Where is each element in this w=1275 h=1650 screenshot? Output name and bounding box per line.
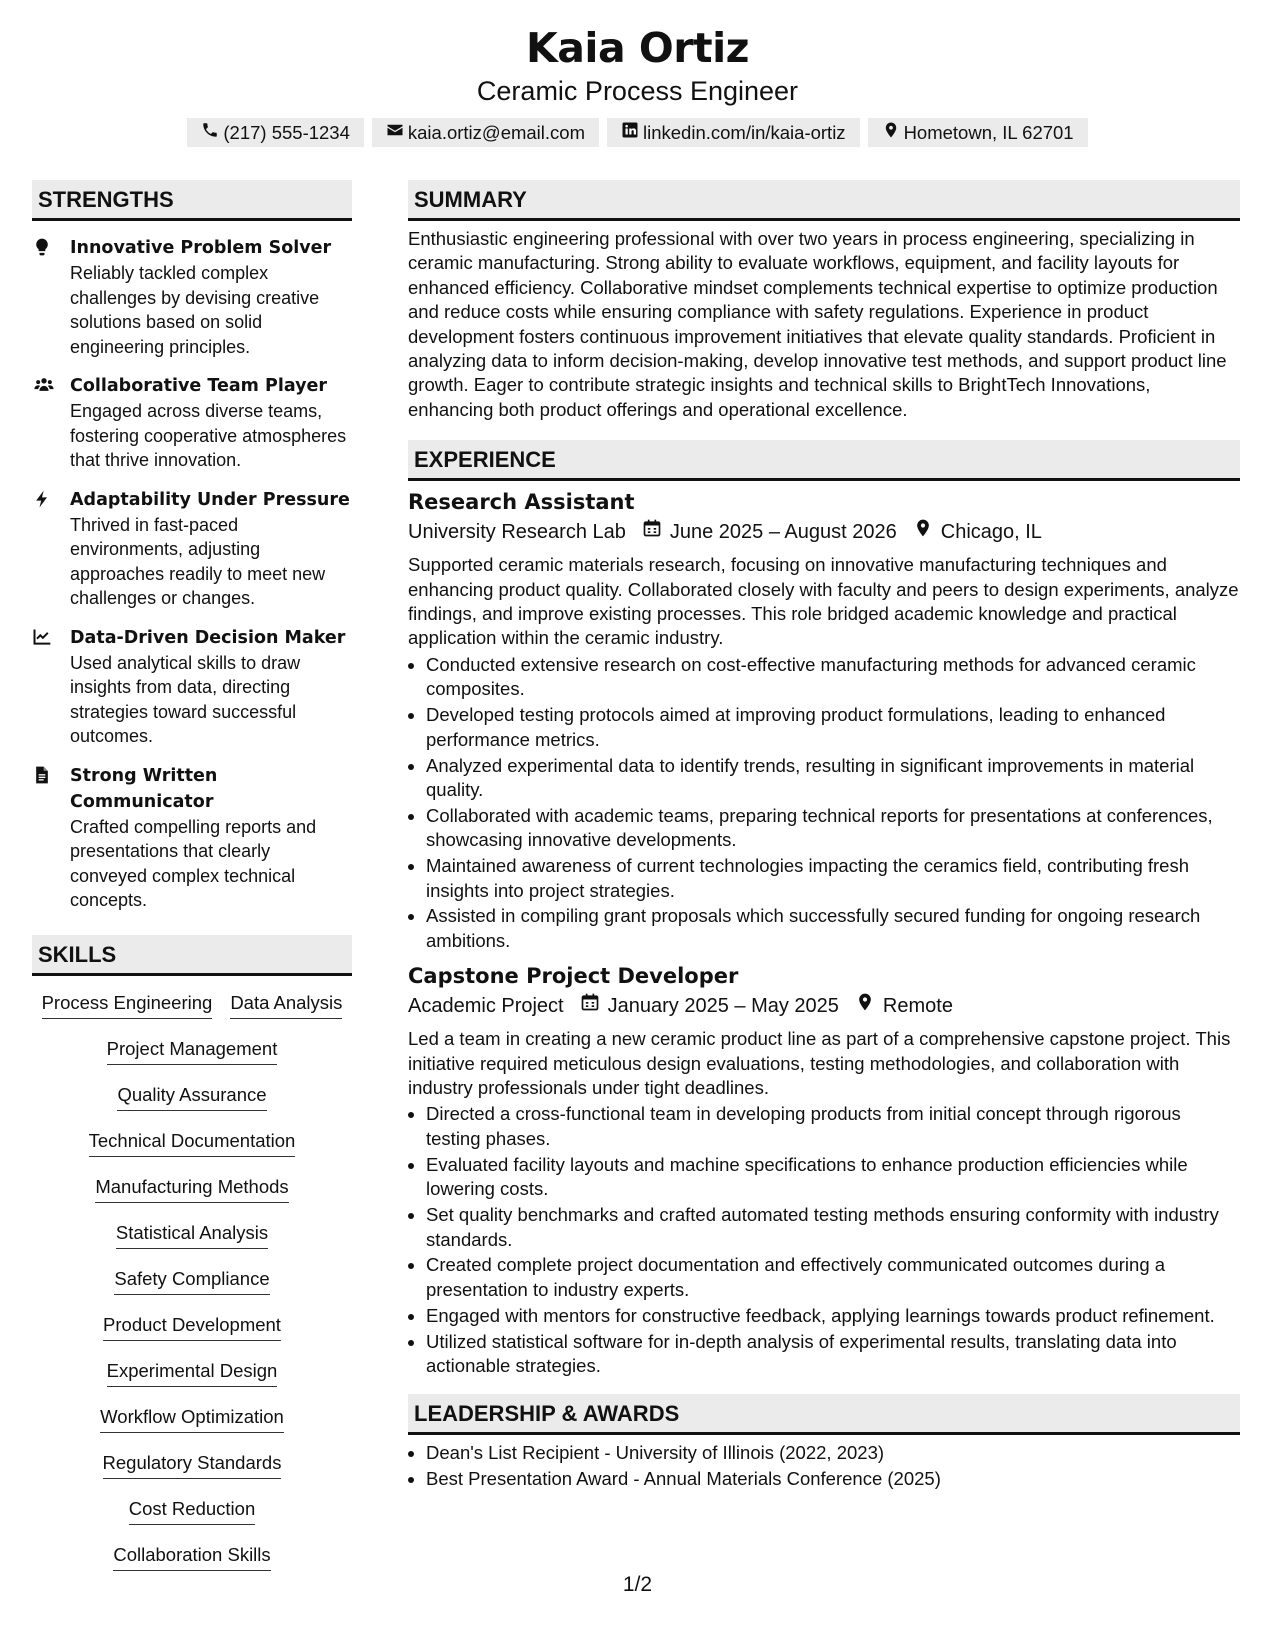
phone-icon <box>201 118 219 147</box>
list-item: • Analyzed experimental data to identify trends, resulting in significant improvements in material quality. <box>426 754 1240 803</box>
contact-phone[interactable] <box>187 118 364 147</box>
skills-list <box>32 990 352 1588</box>
users-icon <box>32 373 70 473</box>
job-title: Ceramic Process Engineer <box>476 76 799 106</box>
linkedin-text: linkedin.com/in/kaia-ortiz <box>643 122 846 143</box>
list-item: • Evaluated facility layouts and machine specifications to enhance production efficiencies while lowering costs. <box>426 1153 1240 1202</box>
job-entry <box>408 487 1240 953</box>
job-description: Supported ceramic materials research, focusing on innovative manufacturing techniques and enhancing product quality. Collaborated closely with faculty and peers to design experiments, analyze findings, and improve existing processes. This role bridged academic knowledge and practical application within the ceramic industry. <box>408 554 1239 649</box>
list-item: • Engaged with mentors for constructive feedback, applying learnings towards product refinement. <box>426 1304 1240 1328</box>
skill-tag: Product Development <box>103 1312 281 1341</box>
skill-tag: Data Analysis <box>230 990 342 1019</box>
job-meta <box>408 517 1240 547</box>
strengths-heading: STRENGTHS <box>32 180 352 221</box>
strength-desc: Used analytical skills to draw insights from data, directing strategies toward successful outcomes. <box>70 652 301 746</box>
skill-tag: Experimental Design <box>107 1358 278 1387</box>
skill-tag: Quality Assurance <box>117 1082 266 1111</box>
envelope-icon <box>386 118 404 147</box>
resume-header <box>0 22 1275 147</box>
experience-heading: EXPERIENCE <box>408 440 1240 481</box>
strength-desc: Crafted compelling reports and presentations that clearly conveyed complex technical concepts. <box>70 816 317 910</box>
email-text: kaia.ortiz@email.com <box>407 122 585 143</box>
list-item: • Directed a cross-functional team in developing products from initial concept through rigorous testing phases. <box>426 1102 1240 1151</box>
linkedin-icon <box>621 118 639 147</box>
strength-desc: Engaged across diverse teams, fostering cooperative atmospheres that thrive innovation. <box>70 401 347 470</box>
job-description: Led a team in creating a new ceramic product line as part of a comprehensive capstone project. This initiative required meticulous design evaluations, testing methodologies, and collaboration with industry professionals under tight deadlines. <box>408 1028 1231 1099</box>
skill-tag: Process Engineering <box>42 990 213 1019</box>
skills-heading: SKILLS <box>32 935 352 976</box>
contact-bar <box>0 118 1275 147</box>
contact-email[interactable] <box>372 118 599 147</box>
strength-desc: Reliably tackled complex challenges by devising creative solutions based on solid engineering principles. <box>70 263 320 357</box>
list-item: • Utilized statistical software for in-depth analysis of experimental results, translating data into actionable strategies. <box>426 1330 1240 1379</box>
right-column <box>408 180 1240 1493</box>
list-item: • Maintained awareness of current technologies impacting the ceramics field, contributing fresh insights into project strategies. <box>426 854 1240 903</box>
skill-tag: Technical Documentation <box>89 1128 296 1157</box>
job-position: Capstone Project Developer <box>408 964 739 989</box>
job-bullets <box>408 1102 1240 1378</box>
list-item: • Conducted extensive research on cost-effective manufacturing methods for advanced ceramic composites. <box>426 653 1240 702</box>
job-org: Academic Project <box>408 995 564 1018</box>
strength-title: Adaptability Under Pressure <box>70 489 350 510</box>
job-position: Research Assistant <box>408 490 635 515</box>
skill-tag: Workflow Optimization <box>100 1404 284 1433</box>
skill-tag: Cost Reduction <box>129 1496 255 1525</box>
job-location: Remote <box>882 995 953 1018</box>
job-meta <box>408 991 1240 1021</box>
job-org: University Research Lab <box>408 521 626 544</box>
skill-tag: Safety Compliance <box>114 1266 269 1295</box>
summary-heading: SUMMARY <box>408 180 1240 221</box>
strength-title: Innovative Problem Solver <box>70 238 332 258</box>
list-item: • Best Presentation Award - Annual Materials Conference (2025) <box>426 1467 1240 1491</box>
page-number: 1/2 <box>622 1573 653 1596</box>
contact-linkedin[interactable] <box>607 118 860 147</box>
line-chart-icon <box>32 625 70 749</box>
skill-tag: Collaboration Skills <box>113 1542 270 1571</box>
bolt-icon <box>32 487 70 611</box>
phone-text: (217) 555-1234 <box>223 122 350 143</box>
strength-desc: Thrived in fast-paced environments, adjusting approaches readily to meet new challenges or changes. <box>70 514 326 608</box>
map-pin-icon <box>855 991 875 1021</box>
job-entry <box>408 961 1240 1378</box>
strength-item <box>32 763 352 913</box>
map-pin-icon <box>882 118 900 147</box>
list-item: • Set quality benchmarks and crafted automated testing methods ensuring conformity with industry standards. <box>426 1203 1240 1252</box>
strength-item <box>32 373 352 473</box>
job-bullets <box>408 653 1240 953</box>
contact-location <box>868 118 1088 147</box>
calendar-icon <box>580 991 600 1021</box>
calendar-icon <box>642 517 662 547</box>
list-item: • Collaborated with academic teams, preparing technical reports for presentations at conferences, showcasing innovative developments. <box>426 804 1240 853</box>
skill-tag: Statistical Analysis <box>116 1220 268 1249</box>
list-item: • Developed testing protocols aimed at improving product formulations, leading to enhanced performance metrics. <box>426 703 1240 752</box>
summary-text: Enthusiastic engineering professional with over two years in process engineering, specializing in ceramic manufacturing. Strong ability to evaluate workflows, equipment, and facility layouts for enhanced efficiency. Collaborative mindset complements technical expertise to optimize production and reduce costs while ensuring compliance with safety regulations. Experience in product development fosters continuous improvement initiatives that elevate quality standards. Proficient in analyzing data to inform decision-making, develop innovative test methods, and support product line growth. Eager to contribute strategic insights and technical skills to BrightTech Innovations, enhancing both product offerings and operational excellence. <box>408 228 1227 420</box>
candidate-name: Kaia Ortiz <box>525 24 750 72</box>
strength-item <box>32 235 352 359</box>
job-location: Chicago, IL <box>940 521 1042 544</box>
skill-tag: Regulatory Standards <box>103 1450 282 1479</box>
job-dates: June 2025 – August 2026 <box>669 521 897 544</box>
list-item: • Dean's List Recipient - University of Illinois (2022, 2023) <box>426 1441 1240 1465</box>
list-item: • Assisted in compiling grant proposals which successfully secured funding for ongoing research ambitions. <box>426 904 1240 953</box>
strength-item <box>32 487 352 611</box>
map-pin-icon <box>913 517 933 547</box>
strength-item <box>32 625 352 749</box>
strength-title: Data-Driven Decision Maker <box>70 627 346 648</box>
left-column <box>32 180 352 1588</box>
job-dates: January 2025 – May 2025 <box>607 995 839 1018</box>
awards-list <box>408 1441 1240 1491</box>
location-text: Hometown, IL 62701 <box>903 122 1074 143</box>
strength-title: Collaborative Team Player <box>70 376 328 396</box>
skill-tag: Project Management <box>107 1036 278 1065</box>
list-item: • Created complete project documentation and effectively communicated outcomes during a presentation to industry experts. <box>426 1253 1240 1302</box>
strength-title: Strong Written Communicator <box>70 765 218 812</box>
document-icon <box>32 763 70 913</box>
lightbulb-icon <box>32 235 70 359</box>
awards-heading: LEADERSHIP & AWARDS <box>408 1394 1240 1435</box>
skill-tag: Manufacturing Methods <box>95 1174 288 1203</box>
